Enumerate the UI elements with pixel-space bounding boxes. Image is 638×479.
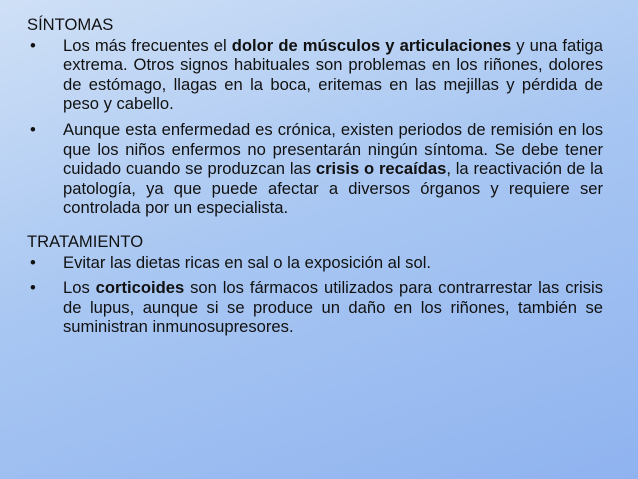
list-item xyxy=(27,278,603,337)
item-text: son los fármacos utilizados para contrarrestar las crisis de lupus, aunque si se produce un daño en los riñones, también se suministran inmunosupresores. xyxy=(63,278,603,337)
item-text: , la reactivación de la patología, ya que puede afectar a diversos órganos y requiere ser controlada por un especialista. xyxy=(63,159,603,218)
slide-content xyxy=(27,10,603,337)
list-item xyxy=(27,36,603,114)
item-text: Los xyxy=(63,278,96,298)
bullet-icon: • xyxy=(30,278,36,298)
symptoms-heading: SÍNTOMAS xyxy=(27,15,114,34)
list-item xyxy=(27,120,603,218)
bullet-icon: • xyxy=(30,35,36,55)
item-text: Los más frecuentes el xyxy=(63,35,232,55)
item-text: y una fatiga extrema. Otros signos habituales son problemas en los riñones, dolores de estómago, llagas en la boca, eritemas en las mejillas y pérdida de peso y cabello. xyxy=(63,35,603,114)
item-emphasis: corticoides xyxy=(95,278,185,298)
item-text: Evitar las dietas ricas en sal o la exposición al sol. xyxy=(63,252,432,272)
bullet-icon: • xyxy=(30,252,36,272)
list-item xyxy=(27,253,603,273)
treatment-heading: TRATAMIENTO xyxy=(27,231,144,251)
item-emphasis: dolor de músculos y articulaciones xyxy=(231,35,512,55)
treatment-list xyxy=(27,253,603,337)
item-emphasis: crisis o recaídas xyxy=(315,159,447,179)
item-text: Aunque esta enfermedad es crónica, existen periodos de remisión en los que los niños enfermos no presentarán ningún síntoma. Se debe tener cuidado cuando se produzcan las xyxy=(63,119,603,179)
bullet-icon: • xyxy=(30,119,36,139)
symptoms-list xyxy=(27,36,603,218)
